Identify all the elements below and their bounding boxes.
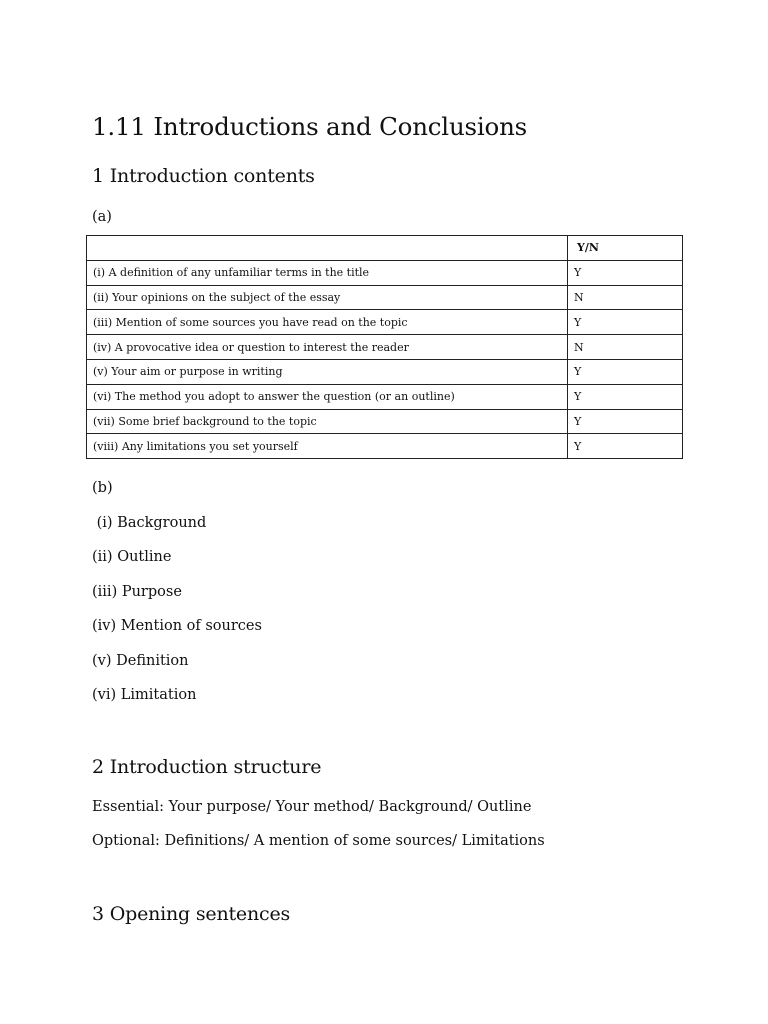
- list-item: (vi) Limitation: [92, 687, 197, 703]
- section-1-heading: 1 Introduction contents: [92, 165, 315, 187]
- list-item: (ii) Outline: [92, 549, 172, 565]
- table-cell-answer: Y: [568, 359, 683, 384]
- table-cell-item: (vi) The method you adopt to answer the question (or an outline): [87, 384, 568, 409]
- table-cell-answer: N: [568, 335, 683, 360]
- table-header-blank: [87, 236, 568, 261]
- table-row: [87, 409, 683, 434]
- part-b-label: (b): [92, 480, 113, 496]
- list-item: (i) Background: [92, 515, 207, 531]
- table-cell-item: (i) A definition of any unfamiliar terms in the title: [87, 260, 568, 285]
- page-title: 1.11 Introductions and Conclusions: [92, 112, 528, 141]
- introduction-contents-table: [86, 235, 683, 459]
- table-cell-answer: Y: [568, 409, 683, 434]
- table-cell-item: (vii) Some brief background to the topic: [87, 409, 568, 434]
- table-cell-item: (iii) Mention of some sources you have read on the topic: [87, 310, 568, 335]
- table-cell-answer: Y: [568, 384, 683, 409]
- table-row: [87, 434, 683, 459]
- table-row: [87, 359, 683, 384]
- section-3-heading: 3 Opening sentences: [92, 903, 291, 925]
- table-row: [87, 310, 683, 335]
- table-row: [87, 285, 683, 310]
- table-cell-answer: N: [568, 285, 683, 310]
- list-item: (iii) Purpose: [92, 584, 182, 600]
- table-cell-item: (viii) Any limitations you set yourself: [87, 434, 568, 459]
- table-row: [87, 260, 683, 285]
- table-header-row: [87, 236, 683, 261]
- table-cell-answer: Y: [568, 310, 683, 335]
- part-a-label: (a): [92, 209, 112, 225]
- table-row: [87, 384, 683, 409]
- table-cell-answer: Y: [568, 434, 683, 459]
- table-row: [87, 335, 683, 360]
- table-cell-item: (v) Your aim or purpose in writing: [87, 359, 568, 384]
- list-item: (v) Definition: [92, 653, 189, 669]
- essential-line: Essential: Your purpose/ Your method/ Background/ Outline: [92, 799, 532, 815]
- table-cell-item: (iv) A provocative idea or question to interest the reader: [87, 335, 568, 360]
- table-cell-answer: Y: [568, 260, 683, 285]
- list-item: (iv) Mention of sources: [92, 618, 262, 634]
- table-header-yn: Y/N: [568, 236, 683, 261]
- table-cell-item: (ii) Your opinions on the subject of the essay: [87, 285, 568, 310]
- section-2-heading: 2 Introduction structure: [92, 756, 322, 778]
- optional-line: Optional: Definitions/ A mention of some sources/ Limitations: [92, 833, 545, 849]
